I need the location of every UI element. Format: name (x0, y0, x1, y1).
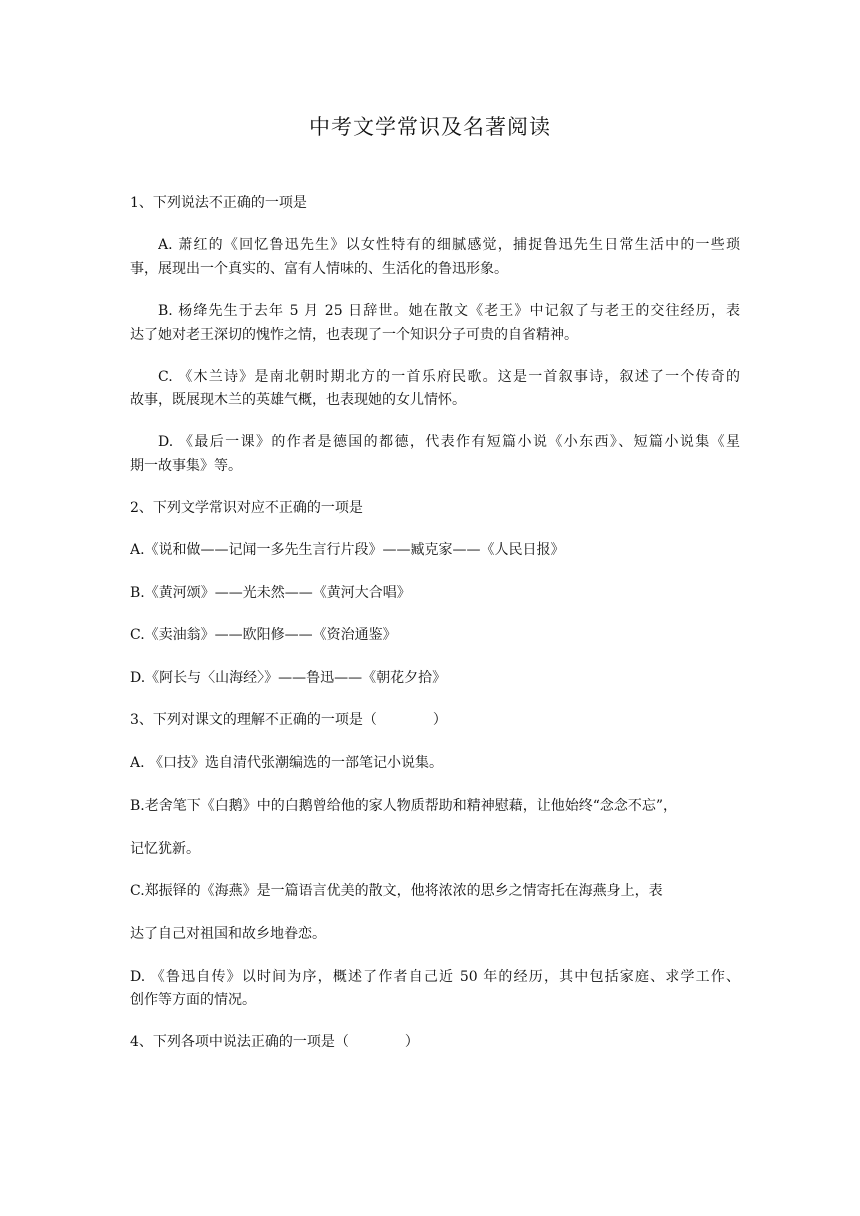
question-2: 2、下列文学常识对应不正确的一项是 (130, 500, 363, 516)
option-1a-line-1: A. 萧红的《回忆鲁迅先生》以女性特有的细腻感觉，捕捉鲁迅先生日常生活中的一些琐 (158, 237, 740, 253)
option-3c-line-1: C.郑振铎的《海燕》是一篇语言优美的散文，他将浓浓的思乡之情寄托在海燕身上，表 (130, 883, 663, 899)
option-3b-line-2: 记忆犹新。 (130, 841, 200, 857)
option-1d-line-2: 期一故事集》等。 (130, 458, 242, 474)
option-1b-line-1: B. 杨绛先生于去年 5 月 25 日辞世。她在散文《老王》中记叙了与老王的交往经历，表 (158, 303, 740, 319)
question-3: 3、下列对课文的理解不正确的一项是（ ） (130, 712, 447, 728)
option-2d: D.《阿长与〈山海经〉》——鲁迅——《朝花夕拾》 (130, 670, 447, 686)
option-3a: A. 《口技》选自清代张潮编选的一部笔记小说集。 (130, 755, 444, 771)
option-3c-line-2: 达了自己对祖国和故乡地眷恋。 (130, 926, 326, 942)
option-2a: A.《说和做——记闻一多先生言行片段》——臧克家——《人民日报》 (130, 542, 565, 558)
option-3b-line-1: B.老舍笔下《白鹅》中的白鹅曾给他的家人物质帮助和精神慰藉，让他始终“念念不忘”， (130, 798, 678, 814)
option-1a-line-2: 事，展现出一个真实的、富有人情味的、生活化的鲁迅形象。 (130, 261, 508, 277)
option-3d-line-1: D. 《鲁迅自传》以时间为序，概述了作者自己近 50 年的经历，其中包括家庭、求学工作、 (130, 969, 740, 985)
option-3d-line-2: 创作等方面的情况。 (130, 992, 256, 1008)
option-2c: C.《卖油翁》——欧阳修——《资治通鉴》 (130, 627, 397, 643)
option-1c-line-1: C. 《木兰诗》是南北朝时期北方的一首乐府民歌。这是一首叙事诗，叙述了一个传奇的 (158, 369, 740, 385)
option-1b-line-2: 达了她对老王深切的愧怍之情，也表现了一个知识分子可贵的自省精神。 (130, 327, 578, 343)
option-2b: B.《黄河颂》——光未然——《黄河大合唱》 (130, 585, 411, 601)
page-title: 中考文学常识及名著阅读 (309, 115, 551, 139)
question-4: 4、下列各项中说法正确的一项是（ ） (130, 1034, 419, 1050)
option-1d-line-1: D. 《最后一课》的作者是德国的都德，代表作有短篇小说《小东西》、短篇小说集《星 (158, 434, 740, 450)
option-1c-line-2: 故事，既展现木兰的英雄气概，也表现她的女儿情怀。 (130, 392, 466, 408)
question-1: 1、下列说法不正确的一项是 (130, 195, 307, 211)
